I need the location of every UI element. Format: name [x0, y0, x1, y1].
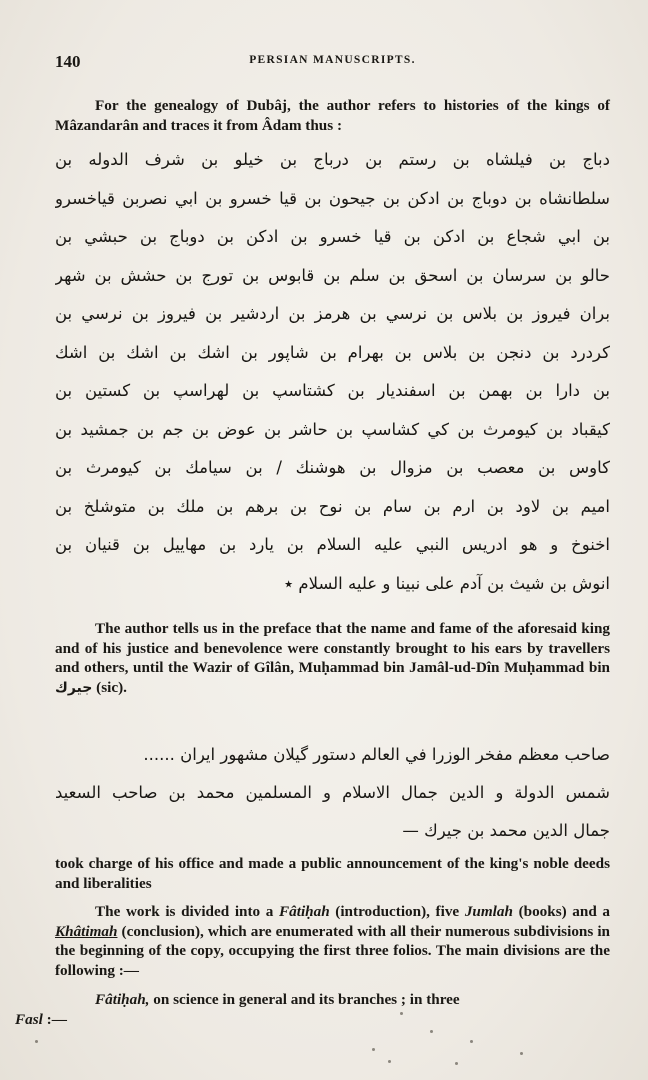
genealogy-line: سلطانشاه بن دوباج بن ادكن بن جيحون بن قيا خسرو بن ابي نصربن قياخسرو	[55, 188, 610, 208]
genealogy-line: بن ابي شجاع بن ادكن بن قيا خسرو بن ادكن بن دوباج بن حبشي بن	[55, 227, 610, 246]
term-fasl: Fasl	[15, 1010, 43, 1028]
paper-speck	[388, 1060, 391, 1063]
quotation-line: صاحب معظم مفخر الوزرا في العالم دستور گيلان مشهور ايران ......	[143, 745, 610, 764]
genealogy-line: انوش بن شيث بن آدم على نبينا و عليه السلام ٭	[284, 573, 610, 593]
term-khatimah: Khâtimah	[55, 922, 118, 940]
paper-speck	[400, 1012, 403, 1015]
preface-text-main: The author tells us in the preface that the name and fame of the aforesaid king and of his justice and benevolence were constantly brought to his ears by travellers and others, until the Wazir of Gîlân, Muḥammad bin Jamâl-ud-Dîn Muḥammad bin	[55, 620, 610, 676]
fatihah-text	[15, 990, 610, 1029]
divisions-text-3: (books) and a	[512, 903, 611, 920]
genealogy-line: بران فيروز بن بلاس بن نرسي بن هرمز بن اردشير بن فيروز بن نرسي بن	[55, 304, 610, 323]
announcement-text: took charge of his office and made a public announcement of the king's noble deeds and liberalities	[55, 855, 610, 892]
genealogy-line: كيقباد بن كيومرث بن كي كشاسپ بن حاشر بن عوض بن جم بن جمشيد بن	[55, 419, 610, 439]
page-number: 140	[55, 52, 81, 71]
genealogy-intro-text: For the genealogy of Dubâj, the author refers to histories of the kings of Mâzandarân and traces it from Âdam thus :	[55, 97, 610, 134]
genealogy-intro-paragraph	[55, 96, 610, 135]
quotation-line: شمس الدولة و الدين جمال الاسلام و المسلمين محمد بن صاحب السعيد	[55, 783, 610, 802]
genealogy-line: حالو بن سرسان بن اسحق بن سلم بن قابوس بن تورج بن حشش بن شهر	[55, 265, 610, 285]
inline-arabic-name: جيرك	[55, 679, 93, 696]
page-header	[55, 52, 610, 72]
genealogy-line: دباج بن فيلشاه بن رستم بن درباج بن خيلو بن شرف الدوله بن	[55, 150, 610, 169]
quotation-arabic-block	[55, 737, 610, 847]
divisions-text-1: The work is divided into a	[95, 903, 279, 920]
genealogy-line: اميم بن لاود بن ارم بن سام بن نوح بن برهم بن ملك بن متوشلخ بن	[55, 496, 610, 516]
term-fatihah: Fâtiḥah	[279, 903, 330, 920]
genealogy-line: كردرد بن دنجن بن بلاس بن بهرام بن شاپور بن اشك بن اشك بن اشك	[55, 342, 610, 362]
genealogy-line: بن دارا بن بهمن بن اسفنديار بن كشتاسپ بن لهراسپ بن كستين بن	[55, 381, 610, 400]
paper-speck	[520, 1052, 523, 1055]
genealogy-line: اخنوخ و هو ادريس النبي عليه السلام بن يارد بن مهاييل بن قنيان بن	[55, 535, 610, 554]
announcement-paragraph	[55, 854, 610, 893]
quotation-line: جمال الدين محمد بن جيرك —	[402, 821, 610, 840]
paper-speck	[430, 1030, 433, 1033]
fatihah-paragraph	[15, 990, 610, 1029]
running-title: PERSIAN MANUSCRIPTS.	[249, 54, 416, 66]
preface-paragraph	[55, 619, 610, 698]
fatihah-description: on science in general and its branches ; in three	[149, 991, 460, 1008]
divisions-text-2: (introduction), five	[329, 903, 465, 920]
divisions-text-4: (conclusion), which are enumerated with all their numerous subdivisions in the beginning of the copy, occupying the first three folios. The main divisions are the following :—	[55, 922, 610, 979]
genealogy-arabic-block	[55, 142, 610, 612]
sic-note: (sic).	[96, 678, 127, 696]
divisions-paragraph	[55, 902, 610, 980]
paper-speck	[372, 1048, 375, 1051]
fasl-ending: :—	[42, 1010, 67, 1028]
preface-text	[55, 619, 610, 698]
term-fatihah-heading: Fâtiḥah,	[95, 991, 150, 1008]
genealogy-line: كاوس بن معصب بن مزوال بن هوشنك / بن سيامك بن كيومرث بن	[55, 458, 610, 477]
term-jumlah: Jumlah	[464, 903, 513, 920]
paper-speck	[470, 1040, 473, 1043]
paper-speck	[455, 1062, 458, 1065]
divisions-text	[55, 902, 610, 980]
paper-speck	[35, 1040, 38, 1043]
